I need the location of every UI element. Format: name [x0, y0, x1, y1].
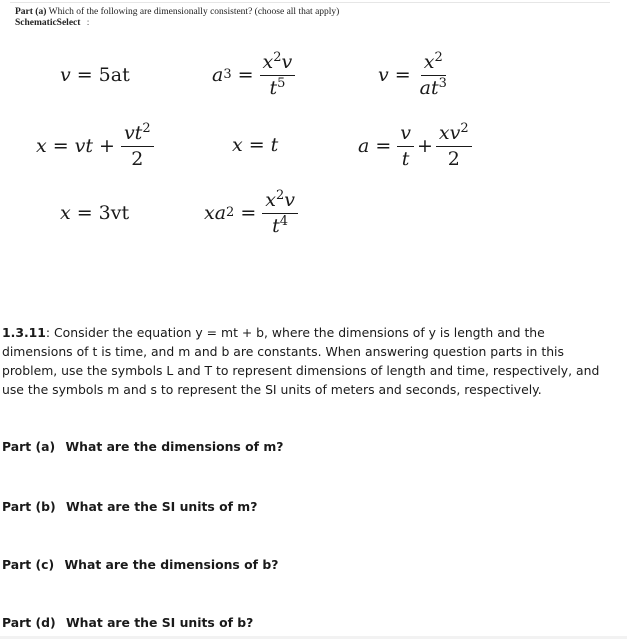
choice-8-den-exponent: 4 — [279, 213, 289, 229]
choice-4-lhs: x — [36, 135, 47, 157]
choice-8-den-base: t — [272, 214, 280, 237]
choice-6-equals: = — [375, 135, 392, 157]
choice-3-equals: = — [394, 64, 411, 86]
choice-3-num-base: x — [423, 50, 435, 73]
top-divider — [10, 2, 610, 3]
choice-4-equals: = — [52, 135, 69, 157]
part-c-label: Part (c) — [2, 557, 55, 572]
part-d — [2, 615, 253, 630]
choice-5-rhs: t — [270, 134, 279, 156]
choice-3-den-exponent: 3 — [438, 75, 447, 91]
choice-4-fraction — [121, 120, 154, 170]
schematic-select[interactable] — [15, 18, 89, 28]
part-c-question: What are the dimensions of b? — [64, 557, 279, 572]
choice-4-plus: + — [99, 135, 115, 157]
choice-4-num-exponent: 2 — [142, 120, 151, 136]
choice-2-num-tail: v — [281, 50, 293, 73]
choice-6-lhs: a — [358, 135, 370, 157]
choice-7-rhs: 3vt — [98, 202, 130, 224]
choice-2-fraction — [260, 49, 296, 99]
schematic-separator: : — [86, 18, 90, 28]
choice-7-lhs: x — [60, 202, 71, 224]
choice-8-num-base: x — [265, 188, 276, 211]
choice-5[interactable] — [232, 130, 278, 160]
choice-6[interactable] — [358, 117, 472, 175]
part-a-question: What are the dimensions of m? — [65, 439, 284, 454]
choice-7[interactable] — [60, 198, 129, 228]
choice-6-f1-den: t — [401, 147, 410, 170]
choice-8-num-exponent: 2 — [275, 187, 285, 203]
choice-3-num-exponent: 2 — [434, 49, 443, 65]
choice-4-term: vt — [74, 135, 94, 157]
part-b-question: What are the SI units of m? — [65, 499, 258, 514]
choice-2-num-exponent: 2 — [273, 49, 282, 65]
problem-statement — [2, 323, 614, 399]
choice-3[interactable] — [378, 46, 450, 104]
schematic-label: SchematicSelect — [15, 18, 81, 28]
choice-6-f2-num: xv — [438, 121, 461, 144]
choice-4-num-base: vt — [123, 121, 143, 144]
choice-8-equals: = — [240, 202, 257, 224]
choice-5-equals: = — [248, 134, 265, 156]
choice-3-fraction — [417, 49, 450, 99]
choice-8-fraction — [262, 187, 298, 237]
part-d-question: What are the SI units of b? — [65, 615, 254, 630]
part-b — [2, 499, 257, 514]
part-b-label: Part (b) — [2, 499, 56, 514]
choice-8-lhs: xa — [204, 202, 227, 224]
choice-5-lhs: x — [232, 134, 243, 156]
choice-8[interactable]: xa 2 = $\frac{x^2v}{t^4}$ — [204, 184, 298, 242]
choice-1-equals: = — [76, 64, 93, 86]
choice-6-fraction-1 — [397, 123, 414, 170]
choice-2-den-exponent: 5 — [277, 75, 286, 91]
choice-4[interactable] — [36, 117, 154, 175]
choice-2-den-base: t — [269, 76, 278, 99]
part-d-label: Part (d) — [2, 615, 56, 630]
choice-2-lhs: a — [212, 64, 224, 86]
choice-1[interactable] — [60, 60, 130, 90]
problem-text: : Consider the equation y = mt + b, where the dimensions of y is length and the dimensions of t is time, and m and b are constants. When answering question parts in this problem, use the symbols L and T to represent dimensions of length and time, respectively, and use the symbols m and s to represent the SI units of meters and seconds, respectively. — [2, 325, 600, 397]
choice-2[interactable]: a 3 = $\frac{x^2v}{t^5}$ — [212, 46, 295, 104]
choice-8-num-tail: v — [284, 188, 295, 211]
choice-3-den-base: at — [419, 76, 439, 99]
question-header — [15, 7, 339, 17]
part-c — [2, 557, 278, 572]
part-a — [2, 439, 283, 454]
choice-6-fraction-2 — [436, 120, 472, 170]
problem-code: 1.3.11 — [2, 325, 46, 340]
choice-7-equals: = — [76, 202, 93, 224]
part-a-label: Part (a) — [2, 439, 56, 454]
choice-4-den: 2 — [131, 147, 144, 170]
choice-3-lhs: v — [378, 64, 389, 86]
choice-1-rhs: 5at — [98, 64, 130, 86]
question-part-label: Part (a) — [15, 7, 47, 17]
choice-2-num-base: x — [262, 50, 274, 73]
choice-1-lhs: v — [60, 64, 71, 86]
choice-6-f2-exponent: 2 — [460, 120, 469, 136]
choice-6-f1-num: v — [400, 121, 411, 144]
question-text: Which of the following are dimensionally consistent? (choose all that apply) — [48, 7, 340, 17]
choice-6-f2-den: 2 — [447, 147, 460, 170]
choice-6-plus: + — [416, 135, 433, 157]
choice-2-equals: = — [237, 64, 254, 86]
